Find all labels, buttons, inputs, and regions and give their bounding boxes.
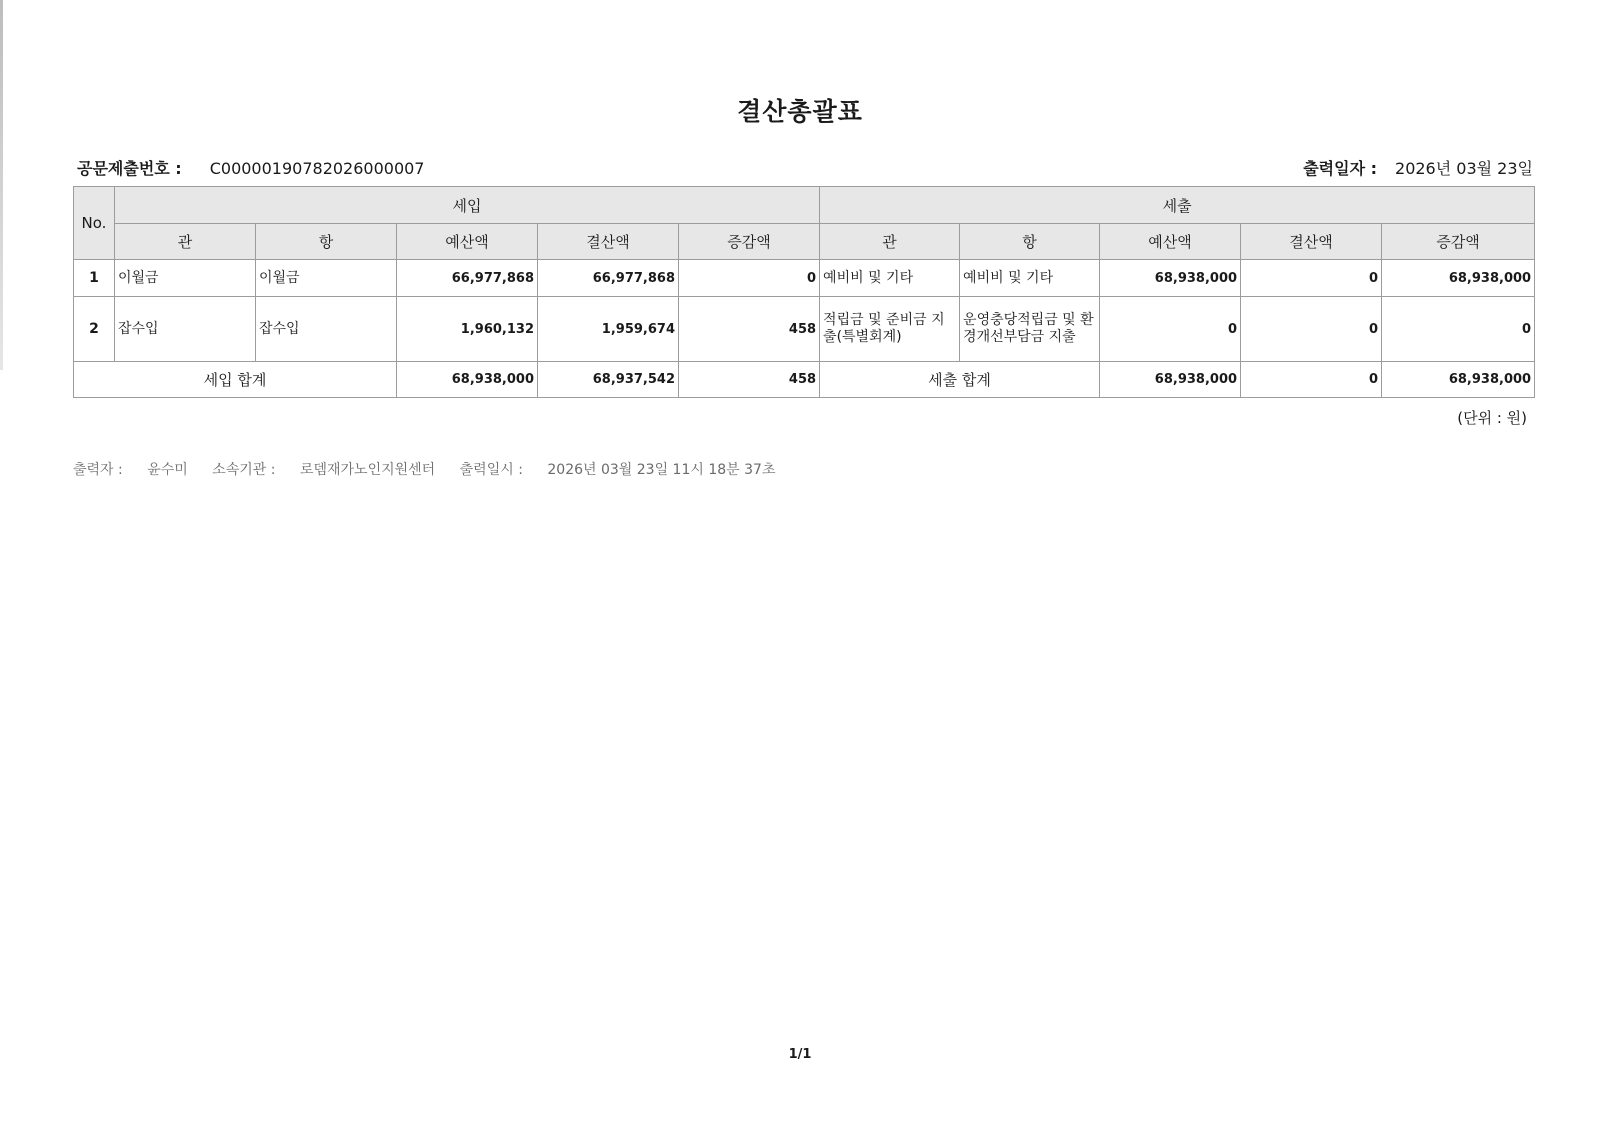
- expense-gwan-cell: 적립금 및 준비금 지출(특별회계): [820, 297, 960, 362]
- expense-change-cell: 68,938,000: [1382, 260, 1535, 297]
- expense-budget-header: 예산액: [1100, 224, 1241, 260]
- row-number: 2: [74, 297, 115, 362]
- header-row-groups: [74, 187, 1535, 224]
- expense-hang-header: 항: [960, 224, 1100, 260]
- page-number: 1/1: [788, 1047, 812, 1062]
- expense-gwan-cell: 예비비 및 기타: [820, 260, 960, 297]
- income-gwan-header: 관: [115, 224, 256, 260]
- printed-at-value: 2026년 03월 23일 11시 18분 37초: [547, 462, 776, 478]
- expense-header: 세출: [820, 187, 1535, 224]
- income-hang-cell: 잡수입: [256, 297, 397, 362]
- expense-total-change: 68,938,000: [1382, 362, 1535, 398]
- expense-total-label: 세출 합계: [820, 362, 1100, 398]
- income-settlement-cell: 66,977,868: [538, 260, 679, 297]
- income-header: 세입: [115, 187, 820, 224]
- expense-settlement-cell: 0: [1241, 297, 1382, 362]
- org-label: 소속기관 :: [212, 462, 276, 478]
- print-date-label: 출력일자 :: [1303, 159, 1378, 178]
- expense-total-settlement: 0: [1241, 362, 1382, 398]
- print-info-footer: [73, 459, 781, 479]
- printer-label: 출력자 :: [73, 462, 123, 478]
- income-settlement-cell: 1,959,674: [538, 297, 679, 362]
- no-header: No.: [74, 187, 115, 260]
- income-change-cell: 0: [679, 260, 820, 297]
- income-hang-cell: 이월금: [256, 260, 397, 297]
- income-total-label: 세입 합계: [74, 362, 397, 398]
- expense-hang-cell: 예비비 및 기타: [960, 260, 1100, 297]
- unit-note: (단위 : 원): [1457, 409, 1527, 427]
- printed-at-label: 출력일시 :: [459, 462, 523, 478]
- submission-label: 공문제출번호 :: [77, 159, 182, 178]
- income-change-header: 증감액: [679, 224, 820, 260]
- income-budget-cell: 1,960,132: [397, 297, 538, 362]
- expense-budget-cell: 68,938,000: [1100, 260, 1241, 297]
- expense-settlement-header: 결산액: [1241, 224, 1382, 260]
- meta-row: [73, 156, 1533, 180]
- income-budget-cell: 66,977,868: [397, 260, 538, 297]
- printer-value: 윤수미: [147, 462, 188, 478]
- totals-row: [74, 362, 1535, 398]
- settlement-summary-table: [73, 186, 1535, 398]
- scan-edge-shadow: [0, 0, 3, 370]
- print-date: [1303, 156, 1533, 179]
- income-total-settlement: 68,937,542: [538, 362, 679, 398]
- table-row: [74, 297, 1535, 362]
- expense-total-budget: 68,938,000: [1100, 362, 1241, 398]
- submission-number: [77, 156, 424, 179]
- income-total-budget: 68,938,000: [397, 362, 538, 398]
- print-date-value: 2026년 03월 23일: [1395, 159, 1533, 178]
- org-value: 로뎀재가노인지원센터: [299, 462, 436, 478]
- income-change-cell: 458: [679, 297, 820, 362]
- income-gwan-cell: 잡수입: [115, 297, 256, 362]
- expense-hang-cell: 운영충당적립금 및 환경개선부담금 지출: [960, 297, 1100, 362]
- income-hang-header: 항: [256, 224, 397, 260]
- income-gwan-cell: 이월금: [115, 260, 256, 297]
- expense-change-cell: 0: [1382, 297, 1535, 362]
- income-total-change: 458: [679, 362, 820, 398]
- document-title: 결산총괄표: [737, 97, 863, 126]
- expense-gwan-header: 관: [820, 224, 960, 260]
- header-row-columns: [74, 224, 1535, 260]
- submission-value: C00000190782026000007: [209, 159, 425, 178]
- expense-budget-cell: 0: [1100, 297, 1241, 362]
- income-settlement-header: 결산액: [538, 224, 679, 260]
- income-budget-header: 예산액: [397, 224, 538, 260]
- row-number: 1: [74, 260, 115, 297]
- expense-change-header: 증감액: [1382, 224, 1535, 260]
- expense-settlement-cell: 0: [1241, 260, 1382, 297]
- table-row: [74, 260, 1535, 297]
